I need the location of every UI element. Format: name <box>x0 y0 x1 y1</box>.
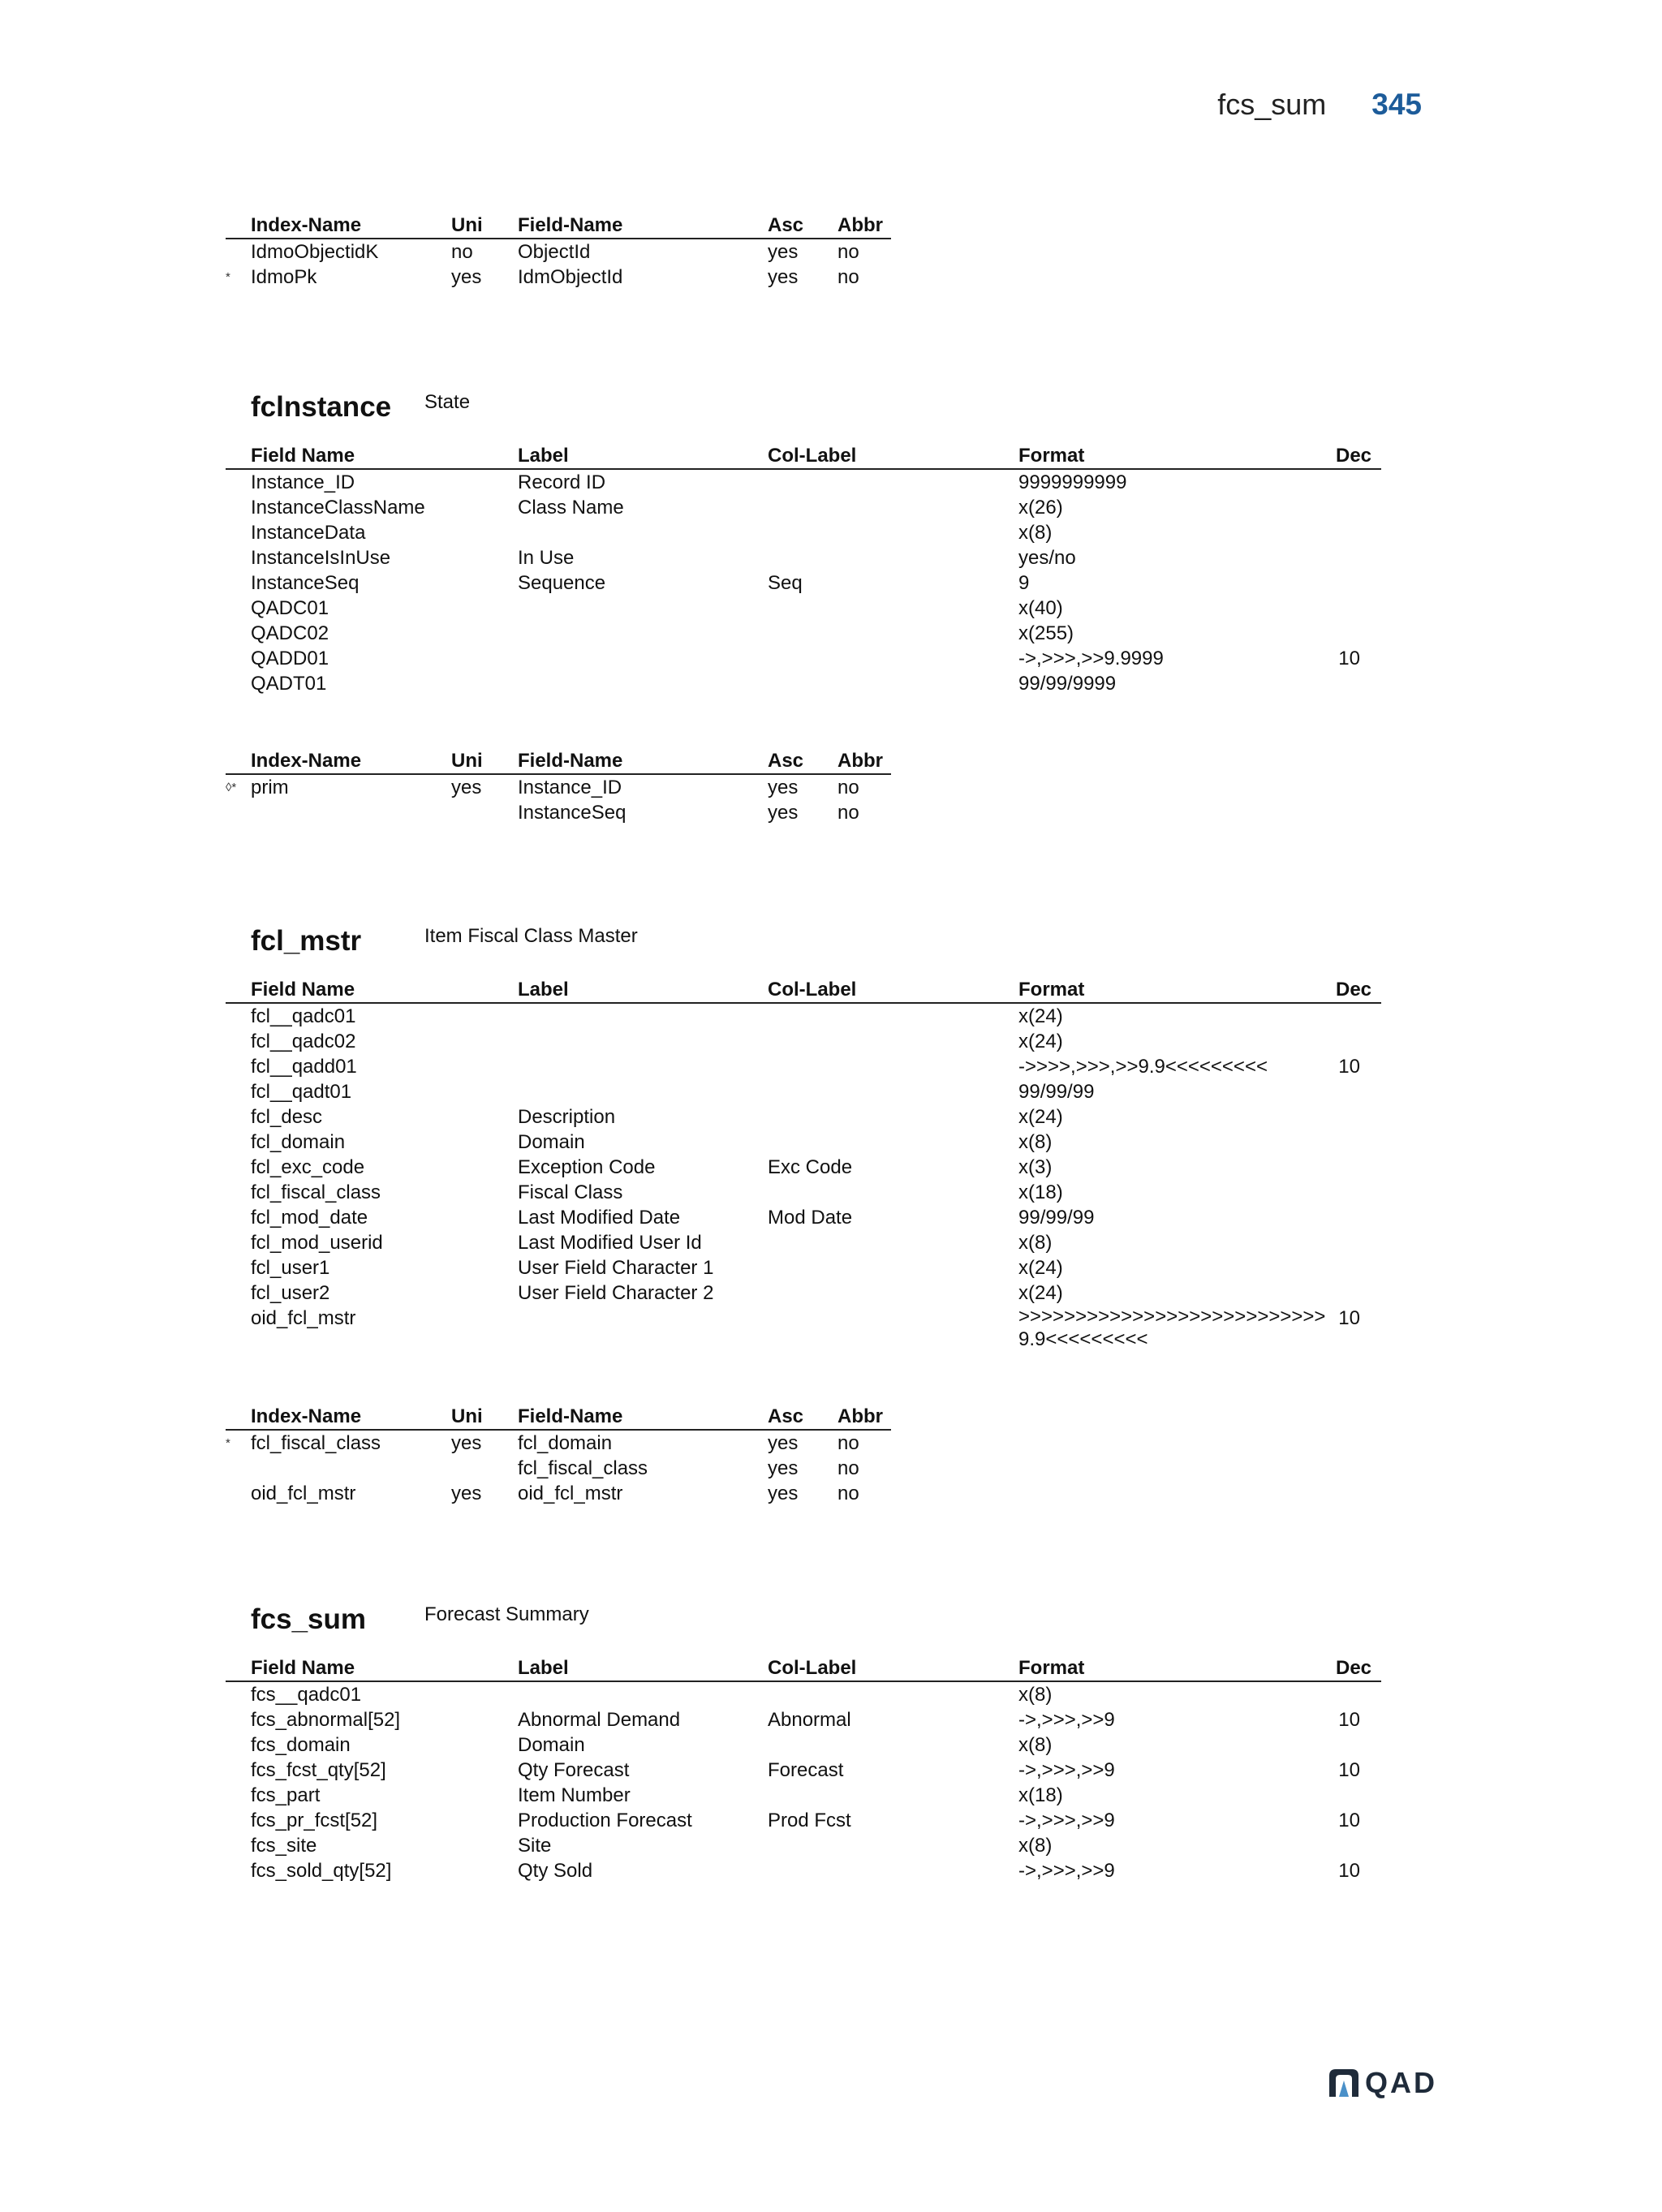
field-name: fcs_part <box>251 1784 321 1806</box>
index-unique: yes <box>451 777 482 798</box>
field-dec: 10 <box>1338 1860 1360 1882</box>
field-name: fcl_desc <box>251 1106 323 1128</box>
field-name: Instance_ID <box>251 471 355 493</box>
field-format: x(24) <box>1018 1106 1063 1128</box>
index-name <box>251 1456 451 1481</box>
index-field: fcl_domain <box>518 1432 613 1454</box>
field-name: fcs_abnormal[52] <box>251 1709 401 1731</box>
index-name: prim <box>251 777 289 798</box>
field-col-label <box>768 1029 1018 1054</box>
field-col-label <box>768 646 1018 671</box>
field-name: fcs_pr_fcst[52] <box>251 1810 378 1831</box>
field-dec <box>1336 1783 1381 1808</box>
field-format: x(24) <box>1018 1031 1063 1052</box>
field-col-label: Seq <box>768 572 803 594</box>
field-format: x(8) <box>1018 1232 1053 1254</box>
field-label: Last Modified Date <box>518 1207 681 1229</box>
table-row <box>226 1255 1381 1280</box>
field-name: fcl_mod_userid <box>251 1232 383 1254</box>
table-row <box>226 1430 891 1456</box>
field-label <box>518 1681 768 1707</box>
field-dec <box>1336 1681 1381 1707</box>
field-name: QADC02 <box>251 622 329 644</box>
index-table <box>226 213 891 290</box>
field-format: 9999999999 <box>1018 471 1127 493</box>
index-field: Instance_ID <box>518 777 622 798</box>
index-unique <box>451 1456 518 1481</box>
column-header: Uni <box>451 214 483 236</box>
column-header: Abbr <box>837 214 883 236</box>
field-col-label <box>768 1858 1018 1883</box>
index-asc: yes <box>768 777 799 798</box>
table-row <box>226 1858 1381 1883</box>
logo-text: QAD <box>1365 2066 1437 2099</box>
field-label: Site <box>518 1835 552 1857</box>
index-name <box>251 800 451 825</box>
field-col-label: Forecast <box>768 1759 844 1781</box>
field-name: fcs_sold_qty[52] <box>251 1860 392 1882</box>
field-dec <box>1336 596 1381 621</box>
table-row <box>226 1306 1381 1351</box>
table-row <box>226 1054 1381 1079</box>
column-header: Field-Name <box>518 214 623 236</box>
field-col-label <box>768 1681 1018 1707</box>
field-label <box>518 1054 768 1079</box>
field-dec: 10 <box>1338 648 1360 669</box>
column-header: Format <box>1018 979 1085 1001</box>
field-name: fcl_user1 <box>251 1257 330 1279</box>
field-name: fcs_domain <box>251 1734 351 1756</box>
field-name: fcl_fiscal_class <box>251 1181 381 1203</box>
column-header: Field Name <box>251 445 355 467</box>
field-format: x(18) <box>1018 1784 1063 1806</box>
field-format: ->>>>,>>>,>>9.9<<<<<<<<< <box>1018 1056 1268 1078</box>
column-header: Dec <box>1336 979 1372 1001</box>
column-header: Uni <box>451 750 483 772</box>
column-header: Format <box>1018 445 1085 467</box>
table-row <box>226 469 1381 495</box>
field-label: Production Forecast <box>518 1810 692 1831</box>
index-abbr: no <box>837 802 859 824</box>
field-dec <box>1336 1104 1381 1130</box>
index-table-block <box>226 748 891 825</box>
index-abbr: no <box>837 266 859 288</box>
index-asc: yes <box>768 802 799 824</box>
running-title: fcs_sum <box>1217 88 1327 121</box>
field-table <box>226 443 1381 696</box>
table-row <box>226 596 1381 621</box>
field-name: InstanceIsInUse <box>251 547 391 569</box>
table-row <box>226 1707 1381 1732</box>
table-row <box>226 1079 1381 1104</box>
field-format: x(3) <box>1018 1156 1053 1178</box>
table-row <box>226 1003 1381 1029</box>
field-label: Domain <box>518 1131 585 1153</box>
column-header: Label <box>518 445 569 467</box>
index-name: IdmoObjectidK <box>251 241 379 263</box>
field-name: InstanceData <box>251 522 366 544</box>
field-dec: 10 <box>1338 1810 1360 1831</box>
index-unique: yes <box>451 266 482 288</box>
table-description: State <box>424 391 471 413</box>
index-abbr: no <box>837 1432 859 1454</box>
field-format: ->,>>>,>>9 <box>1018 1810 1115 1831</box>
table-heading <box>251 1603 589 1636</box>
index-field: fcl_fiscal_class <box>518 1457 648 1479</box>
field-name: InstanceClassName <box>251 497 425 519</box>
table-name: fcs_sum <box>251 1603 367 1635</box>
table-row <box>226 1732 1381 1758</box>
field-table <box>226 977 1381 1351</box>
column-header: Field-Name <box>518 750 623 772</box>
index-table <box>226 748 891 825</box>
field-name: fcl_domain <box>251 1131 346 1153</box>
field-name: fcl__qadc02 <box>251 1031 356 1052</box>
index-unique: no <box>451 241 473 263</box>
index-marker <box>226 239 251 265</box>
field-table-block <box>226 443 1381 696</box>
index-name: oid_fcl_mstr <box>251 1483 356 1504</box>
index-abbr: no <box>837 241 859 263</box>
column-header: Col-Label <box>768 979 857 1001</box>
field-col-label <box>768 621 1018 646</box>
field-col-label <box>768 1306 1018 1351</box>
field-dec <box>1336 495 1381 520</box>
index-abbr: no <box>837 1483 859 1504</box>
qad-logo <box>1328 2066 1437 2100</box>
field-label: Sequence <box>518 572 606 594</box>
field-label: Domain <box>518 1734 585 1756</box>
field-dec <box>1336 1130 1381 1155</box>
column-header: Dec <box>1336 1657 1372 1679</box>
field-format: x(8) <box>1018 1131 1053 1153</box>
field-name: fcs_fcst_qty[52] <box>251 1759 386 1781</box>
column-header: Uni <box>451 1405 483 1427</box>
index-asc: yes <box>768 1483 799 1504</box>
field-format: x(255) <box>1018 622 1074 644</box>
field-format: x(8) <box>1018 522 1053 544</box>
field-col-label <box>768 1255 1018 1280</box>
field-name: fcl_mod_date <box>251 1207 368 1229</box>
column-header: Abbr <box>837 1405 883 1427</box>
field-label <box>518 1029 768 1054</box>
field-label: Class Name <box>518 497 624 519</box>
field-label <box>518 646 768 671</box>
index-marker: ◊* <box>226 781 237 794</box>
field-name: QADC01 <box>251 597 329 619</box>
table-description: Forecast Summary <box>424 1603 589 1625</box>
field-label: In Use <box>518 547 575 569</box>
field-dec <box>1336 520 1381 545</box>
field-dec <box>1336 1280 1381 1306</box>
table-row <box>226 570 1381 596</box>
table-heading <box>251 925 638 958</box>
qad-logo-icon <box>1328 2068 1360 2098</box>
table-row <box>226 800 891 825</box>
field-col-label <box>768 1079 1018 1104</box>
field-dec <box>1336 570 1381 596</box>
field-dec <box>1336 545 1381 570</box>
table-row <box>226 1758 1381 1783</box>
column-header: Label <box>518 979 569 1001</box>
index-name: fcl_fiscal_class <box>251 1432 381 1454</box>
table-row <box>226 1681 1381 1707</box>
field-label: Qty Sold <box>518 1860 593 1882</box>
field-label: Fiscal Class <box>518 1181 623 1203</box>
field-table-block <box>226 977 1381 1351</box>
field-label: Exception Code <box>518 1156 656 1178</box>
column-header: Asc <box>768 1405 804 1427</box>
field-dec <box>1336 671 1381 696</box>
column-header: Abbr <box>837 750 883 772</box>
field-dec: 10 <box>1338 1709 1360 1731</box>
field-label <box>518 520 768 545</box>
field-col-label <box>768 1130 1018 1155</box>
column-header: Label <box>518 1657 569 1679</box>
field-col-label <box>768 469 1018 495</box>
index-abbr: no <box>837 1457 859 1479</box>
table-name: fclnstance <box>251 391 392 423</box>
field-format: ->,>>>,>>9 <box>1018 1860 1115 1882</box>
index-unique <box>451 800 518 825</box>
index-abbr: no <box>837 777 859 798</box>
field-name: InstanceSeq <box>251 572 360 594</box>
index-unique: yes <box>451 1432 482 1454</box>
column-header: Format <box>1018 1657 1085 1679</box>
field-label: Abnormal Demand <box>518 1709 681 1731</box>
field-label: Qty Forecast <box>518 1759 630 1781</box>
table-row <box>226 1833 1381 1858</box>
field-label <box>518 1306 768 1351</box>
index-name: IdmoPk <box>251 266 317 288</box>
field-col-label <box>768 520 1018 545</box>
table-row <box>226 265 891 290</box>
field-col-label: Abnormal <box>768 1709 851 1731</box>
column-header: Index-Name <box>251 214 362 236</box>
index-field: ObjectId <box>518 241 591 263</box>
field-col-label: Mod Date <box>768 1207 853 1229</box>
field-label: User Field Character 1 <box>518 1257 714 1279</box>
field-format: ->,>>>,>>9.9999 <box>1018 648 1164 669</box>
table-row <box>226 671 1381 696</box>
field-dec <box>1336 1155 1381 1180</box>
field-format: x(18) <box>1018 1181 1063 1203</box>
field-label <box>518 596 768 621</box>
top-index-block <box>226 213 891 290</box>
field-col-label <box>768 1230 1018 1255</box>
index-header-row <box>226 1404 891 1430</box>
field-dec <box>1336 1205 1381 1230</box>
field-dec <box>1336 469 1381 495</box>
index-header-row <box>226 213 891 239</box>
field-format: x(24) <box>1018 1005 1063 1027</box>
field-label <box>518 621 768 646</box>
field-dec <box>1336 1255 1381 1280</box>
field-dec <box>1336 1079 1381 1104</box>
field-name: fcl__qadc01 <box>251 1005 356 1027</box>
index-header-row <box>226 748 891 774</box>
field-dec <box>1336 621 1381 646</box>
field-col-label <box>768 1783 1018 1808</box>
table-row <box>226 1029 1381 1054</box>
field-col-label <box>768 1833 1018 1858</box>
field-header-row <box>226 1655 1381 1681</box>
table-row <box>226 1230 1381 1255</box>
field-format: x(8) <box>1018 1684 1053 1706</box>
field-dec: 10 <box>1338 1056 1360 1078</box>
index-asc: yes <box>768 266 799 288</box>
index-table-block <box>226 1404 891 1506</box>
table-row <box>226 239 891 265</box>
table-row <box>226 621 1381 646</box>
index-field: oid_fcl_mstr <box>518 1483 623 1504</box>
field-col-label <box>768 495 1018 520</box>
field-dec <box>1336 1833 1381 1858</box>
table-row <box>226 1808 1381 1833</box>
field-name: fcl__qadt01 <box>251 1081 352 1103</box>
field-dec <box>1336 1003 1381 1029</box>
field-col-label <box>768 671 1018 696</box>
field-col-label <box>768 1003 1018 1029</box>
table-row <box>226 495 1381 520</box>
table-description: Item Fiscal Class Master <box>424 925 638 947</box>
field-label: User Field Character 2 <box>518 1282 714 1304</box>
column-header: Field Name <box>251 979 355 1001</box>
table-row <box>226 1783 1381 1808</box>
column-header: Dec <box>1336 445 1372 467</box>
table-heading <box>251 391 471 424</box>
index-marker: * <box>226 1436 230 1450</box>
column-header: Col-Label <box>768 445 857 467</box>
table-row <box>226 1456 891 1481</box>
table-name: fcl_mstr <box>251 925 362 957</box>
field-name: QADD01 <box>251 648 329 669</box>
table-row <box>226 774 891 800</box>
field-col-label: Exc Code <box>768 1156 853 1178</box>
field-dec <box>1336 1029 1381 1054</box>
index-marker <box>226 1456 251 1481</box>
index-field: InstanceSeq <box>518 802 626 824</box>
index-marker <box>226 800 251 825</box>
table-row <box>226 1280 1381 1306</box>
field-label: Description <box>518 1106 616 1128</box>
field-col-label <box>768 545 1018 570</box>
field-col-label <box>768 1280 1018 1306</box>
field-format: x(24) <box>1018 1282 1063 1304</box>
field-format: 99/99/99 <box>1018 1207 1095 1229</box>
field-label: Last Modified User Id <box>518 1232 702 1254</box>
field-col-label: Prod Fcst <box>768 1810 851 1831</box>
field-col-label <box>768 1054 1018 1079</box>
field-format: x(40) <box>1018 597 1063 619</box>
table-row <box>226 545 1381 570</box>
field-table-block <box>226 1655 1381 1883</box>
column-header: Index-Name <box>251 750 362 772</box>
index-field: IdmObjectId <box>518 266 623 288</box>
field-col-label <box>768 1732 1018 1758</box>
field-label: Record ID <box>518 471 606 493</box>
field-format: 99/99/9999 <box>1018 673 1117 695</box>
index-asc: yes <box>768 1432 799 1454</box>
field-table <box>226 1655 1381 1883</box>
table-row <box>226 1104 1381 1130</box>
field-header-row <box>226 977 1381 1003</box>
field-format: x(8) <box>1018 1734 1053 1756</box>
page-header <box>1217 88 1422 122</box>
field-dec: 10 <box>1338 1759 1360 1781</box>
field-name: fcs__qadc01 <box>251 1684 362 1706</box>
field-name: fcs_site <box>251 1835 317 1857</box>
field-col-label <box>768 1104 1018 1130</box>
table-row <box>226 1180 1381 1205</box>
table-row <box>226 520 1381 545</box>
field-format: x(26) <box>1018 497 1063 519</box>
field-format: x(8) <box>1018 1835 1053 1857</box>
index-marker: * <box>226 270 230 284</box>
field-dec <box>1336 1230 1381 1255</box>
field-col-label <box>768 1180 1018 1205</box>
column-header: Index-Name <box>251 1405 362 1427</box>
field-format: ->,>>>,>>9 <box>1018 1759 1115 1781</box>
field-dec: 10 <box>1338 1307 1360 1329</box>
index-table <box>226 1404 891 1506</box>
field-dec <box>1336 1180 1381 1205</box>
field-label <box>518 671 768 696</box>
field-name: fcl__qadd01 <box>251 1056 357 1078</box>
table-row <box>226 1130 1381 1155</box>
field-format: >>>>>>>>>>>>>>>>>>>>>>>>>>>9.9<<<<<<<<< <box>1018 1306 1326 1350</box>
index-unique: yes <box>451 1483 482 1504</box>
column-header: Field-Name <box>518 1405 623 1427</box>
field-header-row <box>226 443 1381 469</box>
column-header: Asc <box>768 214 804 236</box>
column-header: Asc <box>768 750 804 772</box>
field-label <box>518 1003 768 1029</box>
field-format: x(24) <box>1018 1257 1063 1279</box>
index-marker <box>226 1481 251 1506</box>
field-label <box>518 1079 768 1104</box>
table-row <box>226 1481 891 1506</box>
field-name: QADT01 <box>251 673 327 695</box>
field-name: fcl_exc_code <box>251 1156 365 1178</box>
field-format: yes/no <box>1018 547 1076 569</box>
table-row <box>226 646 1381 671</box>
table-row <box>226 1155 1381 1180</box>
column-header: Field Name <box>251 1657 355 1679</box>
field-format: 9 <box>1018 572 1030 594</box>
field-name: oid_fcl_mstr <box>251 1307 356 1329</box>
field-col-label <box>768 596 1018 621</box>
field-format: 99/99/99 <box>1018 1081 1095 1103</box>
column-header: Col-Label <box>768 1657 857 1679</box>
table-row <box>226 1205 1381 1230</box>
index-asc: yes <box>768 1457 799 1479</box>
field-dec <box>1336 1732 1381 1758</box>
field-format: ->,>>>,>>9 <box>1018 1709 1115 1731</box>
index-asc: yes <box>768 241 799 263</box>
field-name: fcl_user2 <box>251 1282 330 1304</box>
field-label: Item Number <box>518 1784 631 1806</box>
page-number: 345 <box>1371 88 1422 121</box>
